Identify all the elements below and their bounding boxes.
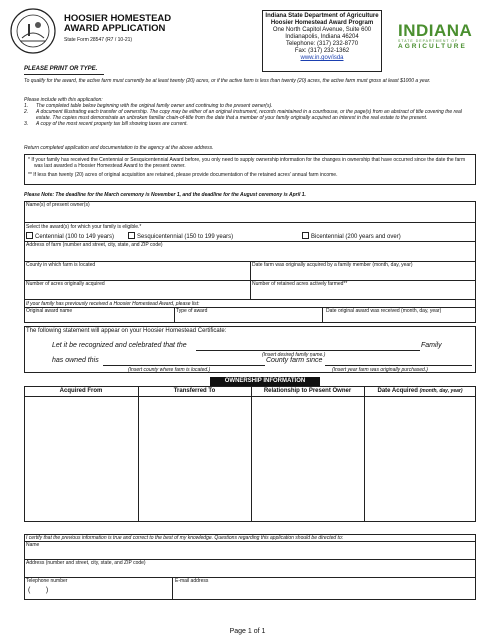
deadline-note: Please Note: The deadline for the March ceremony is November 1, and the deadline for the August ceremony is April 1. — [24, 192, 306, 198]
family-name-hint: (Insert desired family name.) — [262, 352, 326, 358]
award-select-label: Select the award(s) for which your family is eligible.* — [26, 224, 142, 230]
col-relationship: Relationship to Present Owner — [263, 388, 352, 394]
acres-field[interactable] — [26, 287, 248, 297]
ownership-table-body[interactable] — [25, 397, 475, 521]
agency-street: One North Capitol Avenue, Suite 600 — [272, 27, 372, 33]
contact-address-label: Address (number and street, city, state, and ZIP code) — [26, 560, 146, 566]
retained-acres-label: Number of retained acres actively farmed** — [252, 281, 348, 287]
contact-address-field[interactable] — [26, 566, 474, 576]
isda-logo — [398, 22, 476, 62]
form-title — [64, 14, 171, 34]
print-note: PLEASE PRINT OR TYPE. — [24, 66, 98, 72]
date-received-field[interactable] — [324, 314, 474, 322]
award-type-label: Type of award — [176, 308, 208, 314]
list-item: 3. A copy of the most recent property tax bill showing taxes are current. — [24, 121, 188, 127]
certificate-line2-mid: County farm since — [266, 357, 323, 364]
note-retained-acres: ** If less than twenty (20) acres of original acquisition are retained, please provide documentation of the retained acres' annual farm income. — [28, 172, 338, 178]
email-field[interactable] — [175, 585, 474, 598]
county-farm-field[interactable] — [103, 365, 265, 366]
farm-address-label: Address of farm (number and street, city, state, and ZIP code) — [26, 242, 163, 248]
agency-phone: Telephone: (317) 232-8770 — [285, 41, 359, 47]
print-note-rule — [24, 74, 104, 75]
year-hint: (Insert year farm was originally purchased.) — [332, 367, 428, 373]
owner-name-label: Name(s) of present owner(s) — [26, 202, 90, 208]
list-item: 1. The completed table below beginning with the original family owner and continuing to the present owner(s). — [24, 103, 273, 109]
certificate-line1-start: Let it be recognized and celebrated that the — [52, 342, 187, 349]
date-acquired-field[interactable] — [252, 268, 474, 278]
qualify-text: To qualify for the award, the active farm must currently be at least twenty (20) acres, or if the active farm is less than twenty (20) acres, the active farm must gross at least $1000 a year. — [24, 78, 431, 84]
county-label: County in which farm is located — [26, 262, 96, 268]
acres-label: Number of acres originally acquired — [26, 281, 105, 287]
award-option-bicentennial[interactable]: Bicentennial (200 years and over) — [302, 232, 401, 241]
award-option-sesquicentennial[interactable]: Sesquicentennial (150 to 199 years) — [128, 232, 233, 241]
col-transferred-to: Transferred To — [173, 388, 216, 394]
program-name: Hoosier Homestead Award Program — [270, 20, 374, 26]
certify-statement: I certify that the previous information is true and correct to the best of my knowledge. Questions regarding this application should be directed to: — [26, 535, 344, 541]
centennial-checkbox[interactable] — [26, 232, 33, 239]
page-number: Page 1 of 1 — [229, 628, 266, 635]
notes-box — [24, 154, 476, 185]
logo-agriculture-text: AGRICULTURE — [398, 43, 467, 50]
family-name-field[interactable] — [196, 350, 420, 351]
county-field[interactable] — [26, 268, 248, 278]
previous-award-note: If your family has previously received a Hoosier Homestead Award, please list: — [26, 301, 200, 307]
certificate-line1-end: Family — [421, 342, 442, 349]
retained-acres-field[interactable] — [252, 287, 474, 297]
county-hint: (Insert county where farm is located.) — [128, 367, 211, 373]
year-purchased-field[interactable] — [325, 365, 472, 366]
form-number: State Form 28547 (R7 / 10-21) — [64, 37, 133, 43]
logo-state-dept-text: STATE DEPARTMENT OF — [398, 39, 459, 43]
certificate-intro: The following statement will appear on your Hoosier Homestead Certificate: — [26, 328, 227, 334]
date-acquired-label: Date farm was originally acquired by a family member (month, day, year) — [252, 262, 413, 268]
bicentennial-checkbox[interactable] — [302, 232, 309, 239]
col-acquired-from: Acquired From — [59, 388, 103, 394]
owner-name-field[interactable] — [26, 208, 474, 221]
email-label: E-mail address — [175, 578, 209, 584]
original-award-field[interactable] — [26, 314, 172, 322]
telephone-label: Telephone number — [26, 578, 68, 584]
telephone-field[interactable]: ( ) — [28, 587, 49, 594]
award-type-field[interactable] — [176, 314, 320, 322]
agency-name: Indiana State Department of Agriculture — [265, 13, 379, 19]
include-heading: Please include with this application: — [24, 97, 103, 103]
return-note: Return completed application and documentation to the agency at the above address. — [24, 145, 214, 151]
title-line-1: HOOSIER HOMESTEAD — [64, 13, 172, 24]
original-award-label: Original award name — [26, 308, 73, 314]
date-received-label: Date original award was received (month, day, year) — [326, 308, 442, 314]
award-option-centennial[interactable]: Centennial (100 to 149 years) — [26, 232, 114, 241]
state-seal — [10, 8, 56, 54]
contact-name-label: Name — [26, 542, 40, 548]
title-line-2: AWARD APPLICATION — [64, 23, 166, 34]
farm-address-field[interactable] — [26, 248, 474, 260]
agency-website-link[interactable]: www.in.gov/isda — [300, 55, 344, 61]
col-date-acquired: Date Acquired (month, day, year) — [377, 388, 463, 394]
sesquicentennial-checkbox[interactable] — [128, 232, 135, 239]
note-centennial: * If your family has received the Centennial or Sesquicentennial Award before, you only need to supply ownership information for the changes in ownership that have occurred since the date the farm was last awarded a Hoosier Homestead Award to the present owner. — [28, 157, 466, 169]
ownership-title: OWNERSHIP INFORMATION — [224, 378, 306, 384]
logo-indiana-text: INDIANA — [398, 21, 473, 40]
certificate-line2-start: has owned this — [52, 357, 99, 364]
agency-fax: Fax: (317) 232-1362 — [294, 48, 350, 54]
list-item: 2. A document illustrating each transfer of ownership. The copy may be either of an original instrument, records maintained in a courthouse, or the page(s) from an abstract of title covering the real estate. The copies must demonstrate an unbroken familiar chain-of-title from the date that a member of your family originally acquired an interest in the real estate to the present. — [24, 109, 462, 121]
include-list — [24, 103, 476, 127]
agency-address-box — [262, 10, 382, 72]
agency-city: Indianapolis, Indiana 46204 — [285, 34, 359, 40]
contact-name-field[interactable] — [26, 548, 474, 557]
